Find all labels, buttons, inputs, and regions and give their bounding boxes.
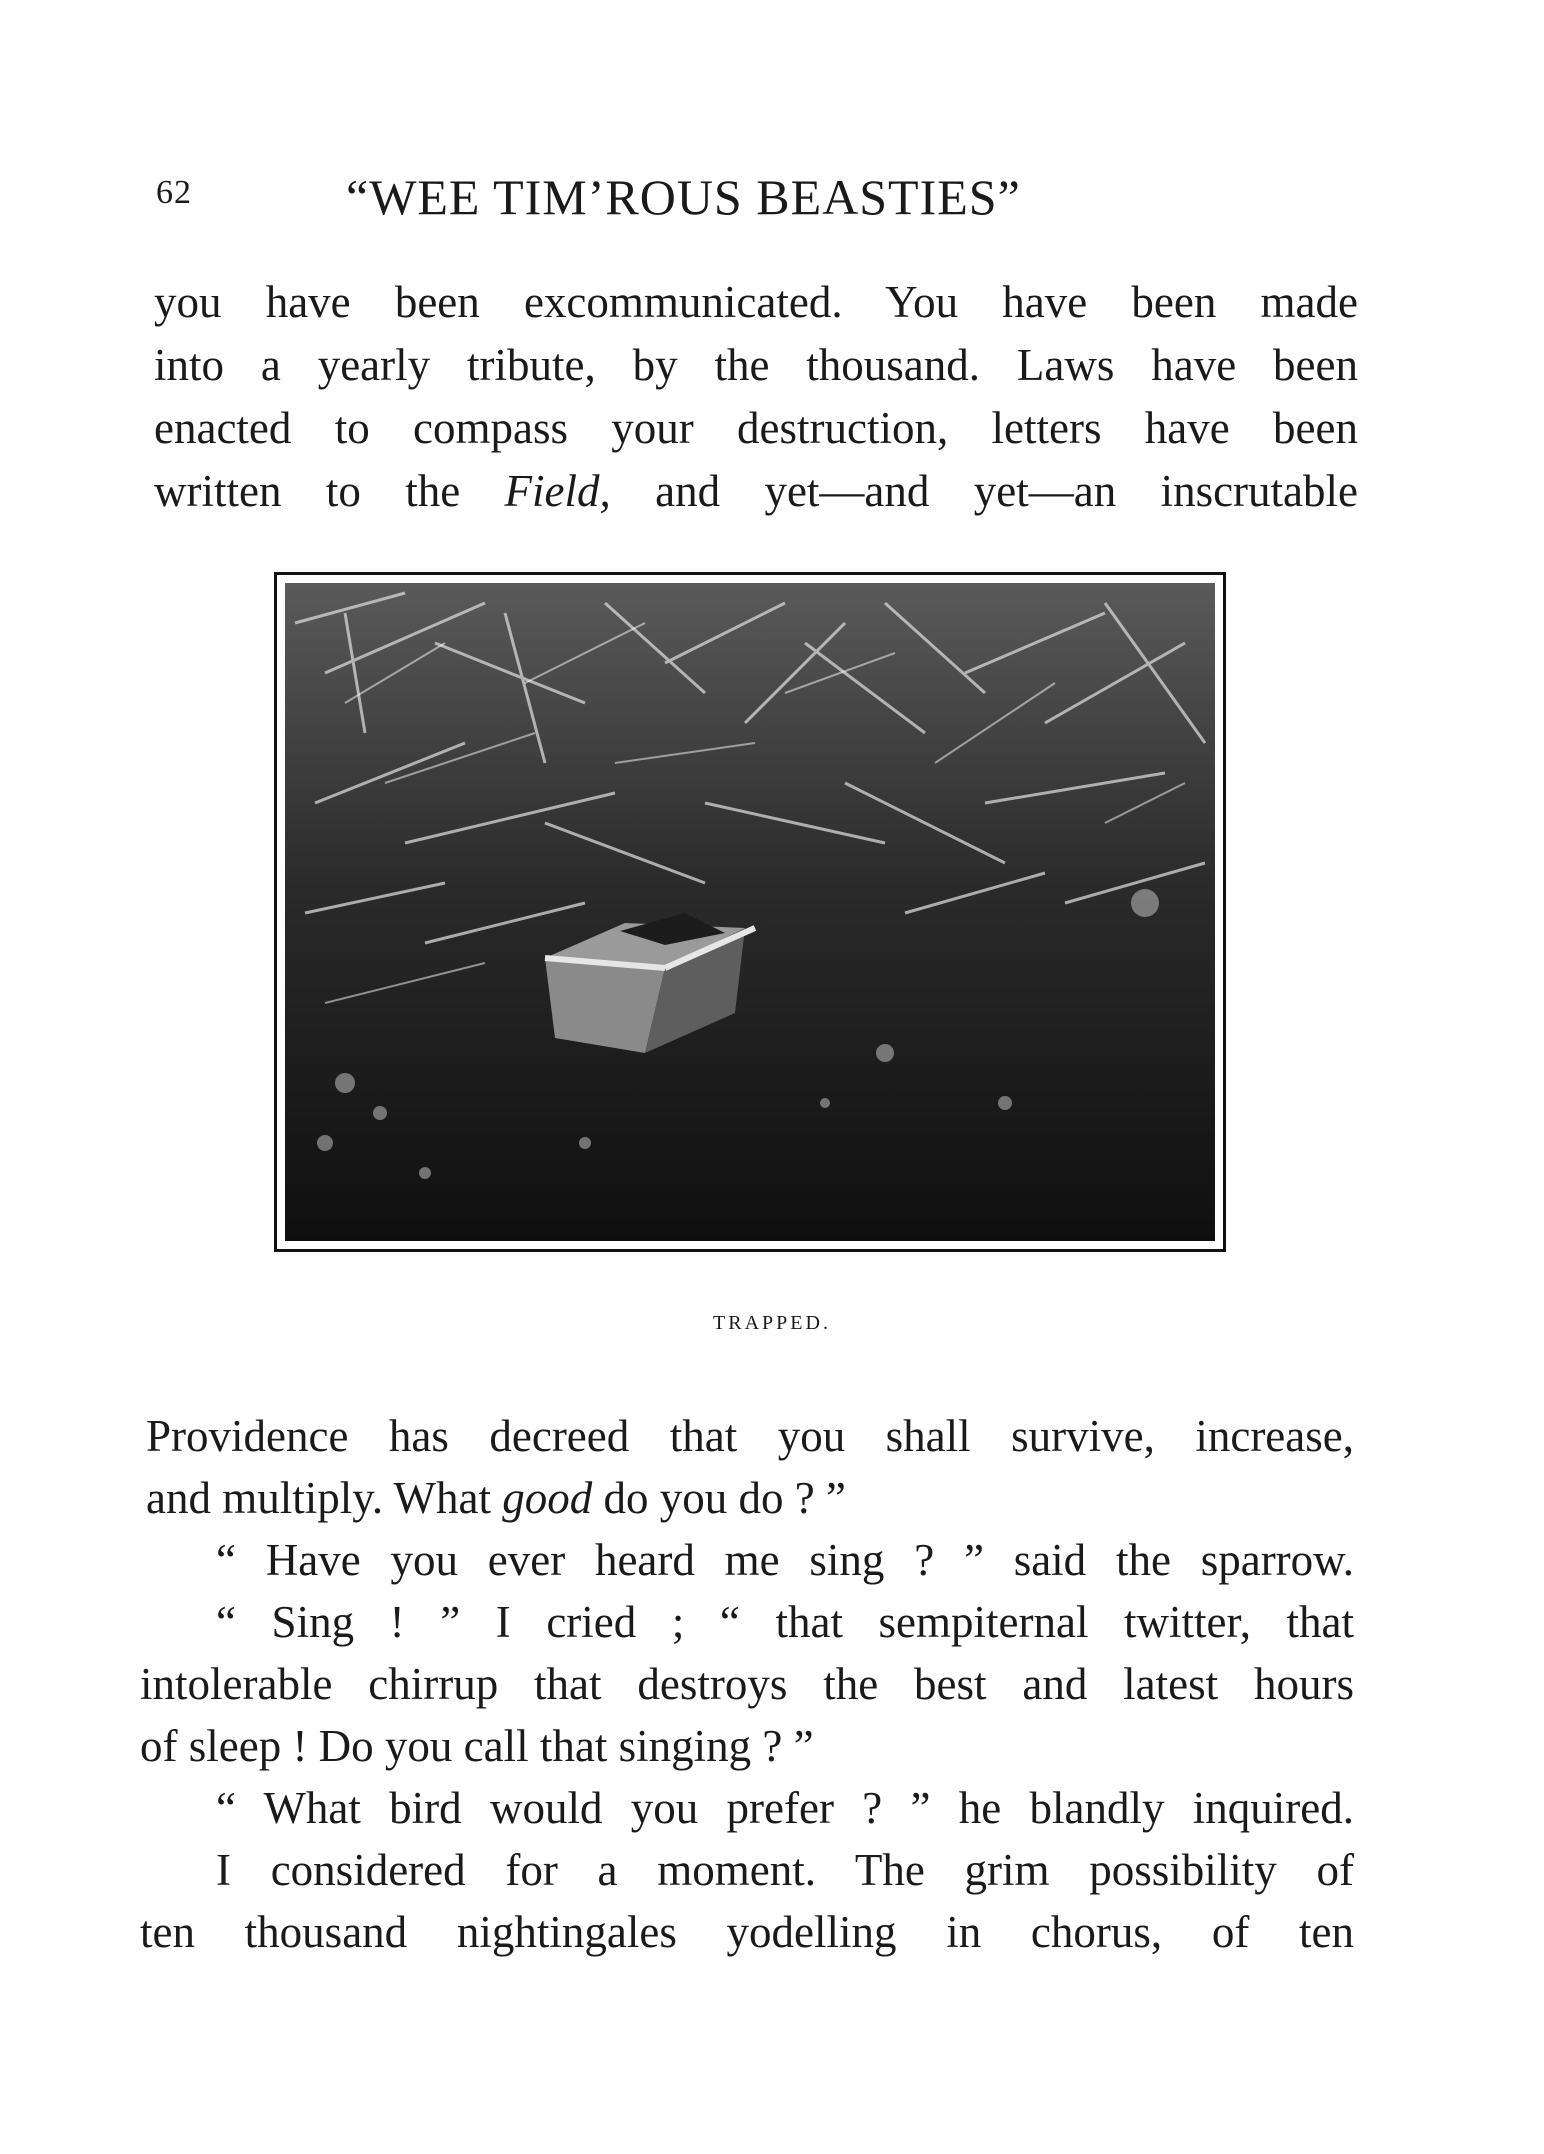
- text-line: I considered for a moment. The grim possibility of: [216, 1845, 1354, 1895]
- text-line: “ Sing ! ” I cried ; “ that sempiternal twitter, that: [216, 1597, 1354, 1647]
- running-head: [156, 168, 1196, 228]
- page-number: 62: [156, 174, 192, 211]
- text-segment: written to the: [154, 466, 505, 516]
- text-segment: and yet—and yet—an inscrutable: [610, 466, 1358, 516]
- italic-word-field: Field,: [504, 466, 611, 516]
- text-line: “ Have you ever heard me sing ? ” said the sparrow.: [216, 1535, 1354, 1585]
- text-line: into a yearly tribute, by the thousand. Laws have been: [154, 340, 1358, 390]
- running-title: “WEE TIM’ROUS BEASTIES”: [346, 169, 1021, 225]
- text-line: of sleep ! Do you call that singing ? ”: [140, 1721, 814, 1771]
- text-line: enacted to compass your destruction, letters have been: [154, 403, 1358, 453]
- text-segment: and multiply. What: [146, 1473, 503, 1523]
- text-line: intolerable chirrup that destroys the best and latest hours: [140, 1659, 1354, 1709]
- text-line: ten thousand nightingales yodelling in chorus, of ten: [140, 1907, 1354, 1957]
- text-segment: do you do ? ”: [592, 1473, 846, 1523]
- text-line: [154, 466, 1358, 516]
- trapped-photo: [285, 583, 1215, 1241]
- text-line: [146, 1473, 1354, 1523]
- text-line: you have been excommunicated. You have been made: [154, 277, 1358, 327]
- text-line: Providence has decreed that you shall survive, increase,: [146, 1411, 1354, 1461]
- text-line: “ What bird would you prefer ? ” he blandly inquired.: [216, 1783, 1354, 1833]
- italic-word-good: good: [502, 1473, 593, 1523]
- figure-caption: TRAPPED.: [713, 1312, 831, 1334]
- photo-figure: [274, 572, 1226, 1252]
